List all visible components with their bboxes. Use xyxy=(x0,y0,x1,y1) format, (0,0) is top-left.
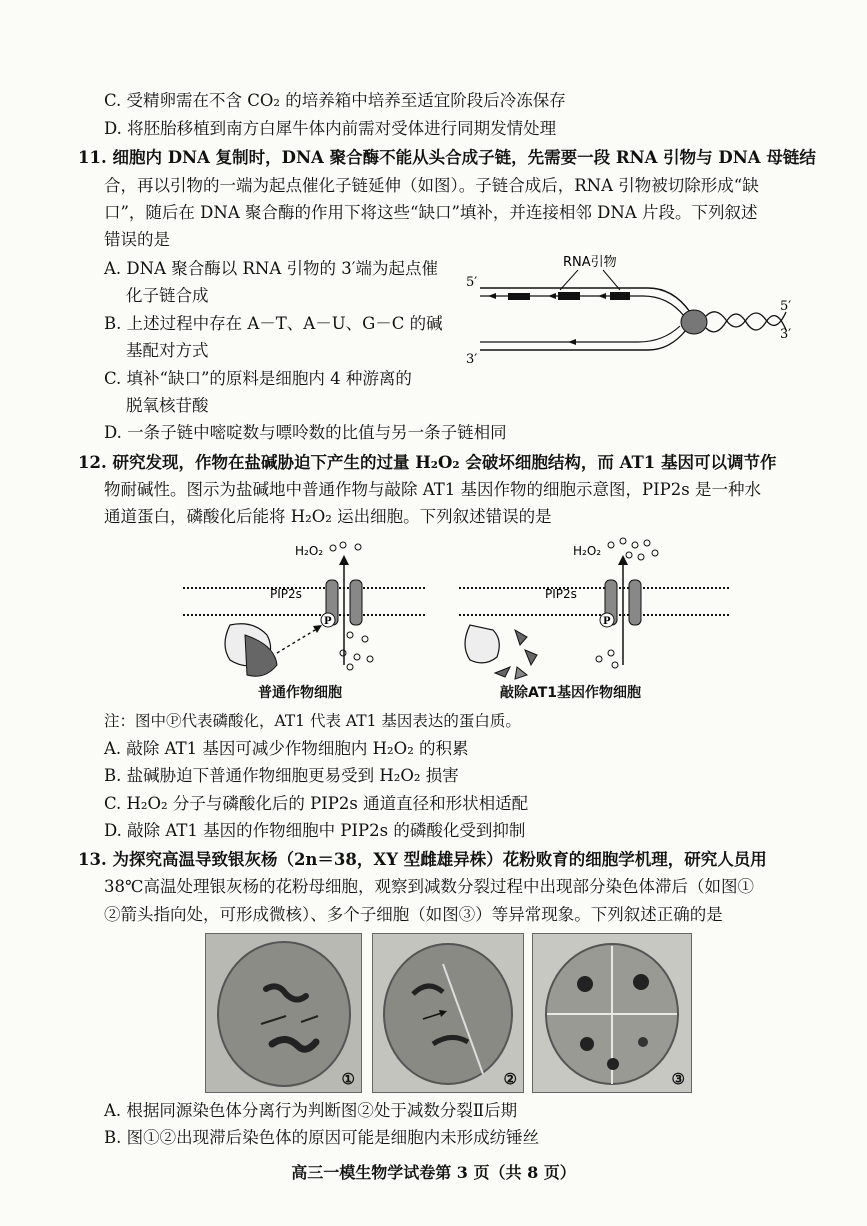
q13-stem-line-2: 38℃高温处理银灰杨的花粉母细胞，观察到减数分裂过程中出现部分染色体滞后（如图① xyxy=(104,877,754,896)
micrograph-1-label: ① xyxy=(341,1070,355,1088)
q11-option-c-cont: 脱氧核苷酸 xyxy=(126,396,209,415)
rna-primer-label: RNA引物 xyxy=(563,255,617,270)
q12-note: 注：图中Ⓟ代表磷酸化，AT1 代表 AT1 基因表达的蛋白质。 xyxy=(104,712,521,730)
q11-option-b: B. 上述过程中存在 A－T、A－U、G－C 的碱 xyxy=(104,314,443,333)
q11-stem-line-3: 口”，随后在 DNA 聚合酶的作用下将这些“缺口”填补，并连接相邻 DNA 片段。下列叙述 xyxy=(104,203,758,222)
phospho-p-right: P xyxy=(603,616,611,627)
normal-cell-caption: 普通作物细胞 xyxy=(258,685,342,701)
q12-option-c: C. H₂O₂ 分子与磷酸化后的 PIP2s 通道直径和形状相适配 xyxy=(104,794,529,813)
q10-option-c: C. 受精卵需在不含 CO₂ 的培养箱中培养至适宜阶段后冷冻保存 xyxy=(104,91,566,110)
phospho-p-left: P xyxy=(324,616,332,627)
micrograph-2-label: ② xyxy=(503,1070,517,1088)
pip2s-label-left: PIP2s xyxy=(270,587,302,601)
q13-stem-line-3: ②箭头指向处，可形成微核）、多个子细胞（如图③）等异常现象。下列叙述正确的是 xyxy=(104,905,723,924)
q13-option-b: B. 图①②出现滞后染色体的原因可能是细胞内未形成纺锤丝 xyxy=(104,1128,540,1147)
pip2s-channel xyxy=(350,580,362,625)
q11-stem-line-2: 合，再以引物的一端为起点催化子链延伸（如图）。子链合成后，RNA 引物被切除形成“缺 xyxy=(104,176,759,195)
q12-stem-line-1: 12. 研究发现，作物在盐碱胁迫下产生的过量 H₂O₂ 会破坏细胞结构，而 AT1 基因可以调节作 xyxy=(78,453,777,472)
normal-crop-cell-panel xyxy=(183,542,425,676)
page-footer: 高三一模生物学试卷第 3 页（共 8 页） xyxy=(291,1163,576,1182)
micrograph-3-label: ③ xyxy=(671,1070,685,1088)
primer-bar xyxy=(558,292,580,300)
micrograph-2 xyxy=(372,933,524,1093)
end-3-right: 3′ xyxy=(780,327,792,342)
knockout-cell-caption: 敲除AT1基因作物细胞 xyxy=(500,685,642,701)
q11-option-c: C. 填补“缺口”的原料是细胞内 4 种游离的 xyxy=(104,369,412,388)
q12-option-b: B. 盐碱胁迫下普通作物细胞更易受到 H₂O₂ 损害 xyxy=(104,766,459,785)
pip2s-label-right: PIP2s xyxy=(545,587,577,601)
q11-option-a-cont: 化子链合成 xyxy=(126,286,209,305)
micrograph-3 xyxy=(532,933,692,1093)
primer-bar xyxy=(610,292,630,300)
h2o2-label-left: H₂O₂ xyxy=(295,544,324,558)
q11-stem-line-1: 11. 细胞内 DNA 复制时，DNA 聚合酶不能从头合成子链，先需要一段 RNA 引物与 DNA 母链结 xyxy=(78,148,816,167)
h2o2-label-right: H₂O₂ xyxy=(573,544,602,558)
q11-option-a: A. DNA 聚合酶以 RNA 引物的 3′端为起点催 xyxy=(104,259,438,278)
q11-option-d: D. 一条子链中嘧啶数与嘌呤数的比值与另一条子链相同 xyxy=(104,423,507,442)
dna-replication-figure xyxy=(458,250,798,375)
q13-stem-line-1: 13. 为探究高温导致银灰杨（2n＝38，XY 型雌雄异株）花粉败育的细胞学机理，研究人员用 xyxy=(78,850,767,869)
end-3-left: 3′ xyxy=(466,352,478,367)
q12-option-d: D. 敲除 AT1 基因的作物细胞中 PIP2s 的磷酸化受到抑制 xyxy=(104,821,526,840)
q10-option-d: D. 将胚胎移植到南方白犀牛体内前需对受体进行同期发情处理 xyxy=(104,119,557,138)
end-5-left: 5′ xyxy=(466,275,478,290)
q12-stem-line-2: 物耐碱性。图示为盐碱地中普通作物与敲除 AT1 基因作物的细胞示意图，PIP2s 是一种水 xyxy=(104,480,761,499)
micrograph-1 xyxy=(205,933,362,1093)
pip2s-cell-figure xyxy=(175,535,735,705)
q11-option-b-cont: 基配对方式 xyxy=(126,341,209,360)
q12-stem-line-3: 通道蛋白，磷酸化后能将 H₂O₂ 运出细胞。下列叙述错误的是 xyxy=(104,507,552,526)
q12-option-a: A. 敲除 AT1 基因可减少作物细胞内 H₂O₂ 的积累 xyxy=(104,739,469,758)
knockout-crop-cell-panel xyxy=(459,538,731,679)
pip2s-channel xyxy=(629,580,641,625)
q13-option-a: A. 根据同源染色体分离行为判断图②处于减数分裂Ⅱ后期 xyxy=(104,1101,518,1120)
primer-bar xyxy=(508,293,530,300)
end-5-right: 5′ xyxy=(780,299,792,314)
q11-stem-line-4: 错误的是 xyxy=(104,230,170,249)
